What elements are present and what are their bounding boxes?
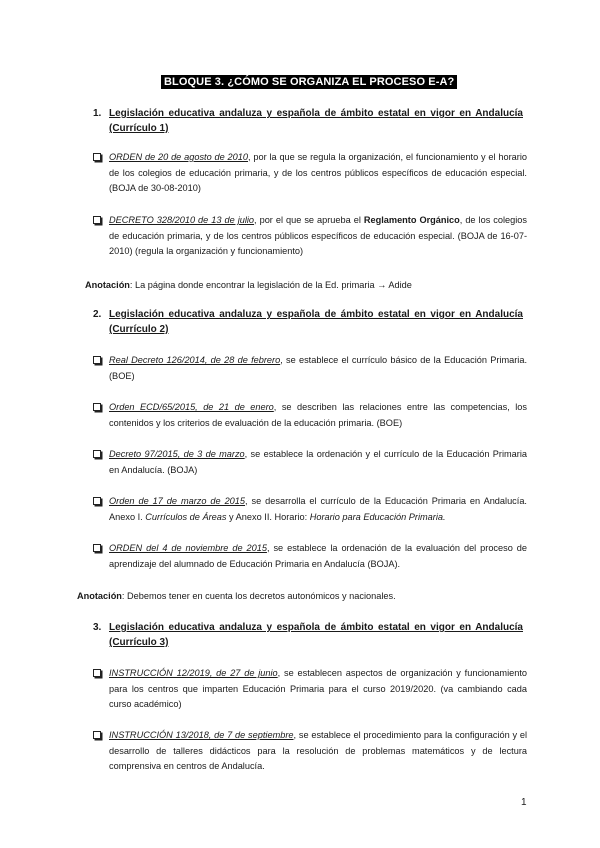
checkbox-bullet-icon — [93, 731, 101, 739]
legal-reference: Decreto 97/2015, de 3 de marzo — [109, 449, 245, 459]
legal-reference: ORDEN de 20 de agosto de 2010 — [109, 152, 248, 162]
checkbox-bullet-icon — [93, 153, 101, 161]
annotation: Anotación: Debemos tener en cuenta los decretos autonómicos y nacionales. — [77, 591, 396, 601]
checkbox-bullet-icon — [93, 356, 101, 364]
checkbox-bullet-icon — [93, 450, 101, 458]
section-heading: 2. Legislación educativa andaluza y española de ámbito estatal en vigor en Andalucía (Currículo 2) — [93, 309, 523, 335]
checkbox-bullet-icon — [93, 544, 101, 552]
checkbox-bullet-icon — [93, 403, 101, 411]
list-item: Orden ECD/65/2015, de 21 de enero, se describen las relaciones entre las competencias, los contenidos y los criterios de evaluación de la educación primaria. (BOE) — [93, 400, 527, 431]
legal-reference: INSTRUCCIÓN 13/2018, de 7 de septiembre — [109, 730, 294, 740]
page-number: 1 — [521, 797, 527, 808]
list-item: ORDEN de 20 de agosto de 2010, por la que se regula la organización, el funcionamiento y el horario de los colegios de educación primaria, y de los centros públicos específicos de educación especial. (BOJA de 30-08-2010) — [93, 150, 527, 197]
page-title: BLOQUE 3. ¿CÓMO SE ORGANIZA EL PROCESO E-A? — [161, 72, 457, 90]
legal-reference: DECRETO 328/2010 de 13 de julio — [109, 215, 255, 225]
legal-reference: INSTRUCCIÓN 12/2019, de 27 de junio — [109, 668, 278, 678]
annotation: Anotación: La página donde encontrar la legislación de la Ed. primaria → Adide — [85, 280, 412, 290]
checkbox-bullet-icon — [93, 497, 101, 505]
checkbox-bullet-icon — [93, 669, 101, 677]
checkbox-bullet-icon — [93, 216, 101, 224]
list-item: DECRETO 328/2010 de 13 de julio, por el que se aprueba el Reglamento Orgánico, de los colegios de educación primaria, y de los centros públicos específicos de educación especial. (BOJA de 16-07-2010) (regula la organización y funcionamiento) — [93, 213, 527, 260]
list-item: Orden de 17 de marzo de 2015, se desarrolla el currículo de la Educación Primaria en Andalucía. Anexo I. Currículos de Áreas y Anexo II. Horario: Horario para Educación Primaria. — [93, 494, 527, 525]
section-heading: 3. Legislación educativa andaluza y española de ámbito estatal en vigor en Andalucía (Currículo 3) — [93, 622, 523, 648]
list-item: INSTRUCCIÓN 12/2019, de 27 de junio, se establecen aspectos de organización y funcionamiento para los centros que imparten Educación Primaria para el curso 2019/2020. (va cambiando cada curso académico) — [93, 666, 527, 713]
legal-reference: Orden de 17 de marzo de 2015 — [109, 496, 246, 506]
legal-reference: Real Decreto 126/2014, de 28 de febrero — [109, 355, 281, 365]
legal-reference: ORDEN del 4 de noviembre de 2015 — [109, 543, 267, 553]
legal-reference: Orden ECD/65/2015, de 21 de enero — [109, 402, 274, 412]
list-item: Real Decreto 126/2014, de 28 de febrero, se establece el currículo básico de la Educación Primaria. (BOE) — [93, 353, 527, 384]
list-item: INSTRUCCIÓN 13/2018, de 7 de septiembre, se establece el procedimiento para la configuración y el desarrollo de talleres didácticos para la resolución de problemas matemáticos y de lectura comprensiva en centros de Andalucía. — [93, 728, 527, 775]
list-item: ORDEN del 4 de noviembre de 2015, se establece la ordenación de la evaluación del proceso de aprendizaje del alumnado de Educación Primaria en Andalucía (BOJA). — [93, 541, 527, 572]
section-heading: 1. Legislación educativa andaluza y española de ámbito estatal en vigor en Andalucía (Currículo 1) — [93, 108, 523, 134]
list-item: Decreto 97/2015, de 3 de marzo, se establece la ordenación y el currículo de la Educación Primaria en Andalucía. (BOJA) — [93, 447, 527, 478]
